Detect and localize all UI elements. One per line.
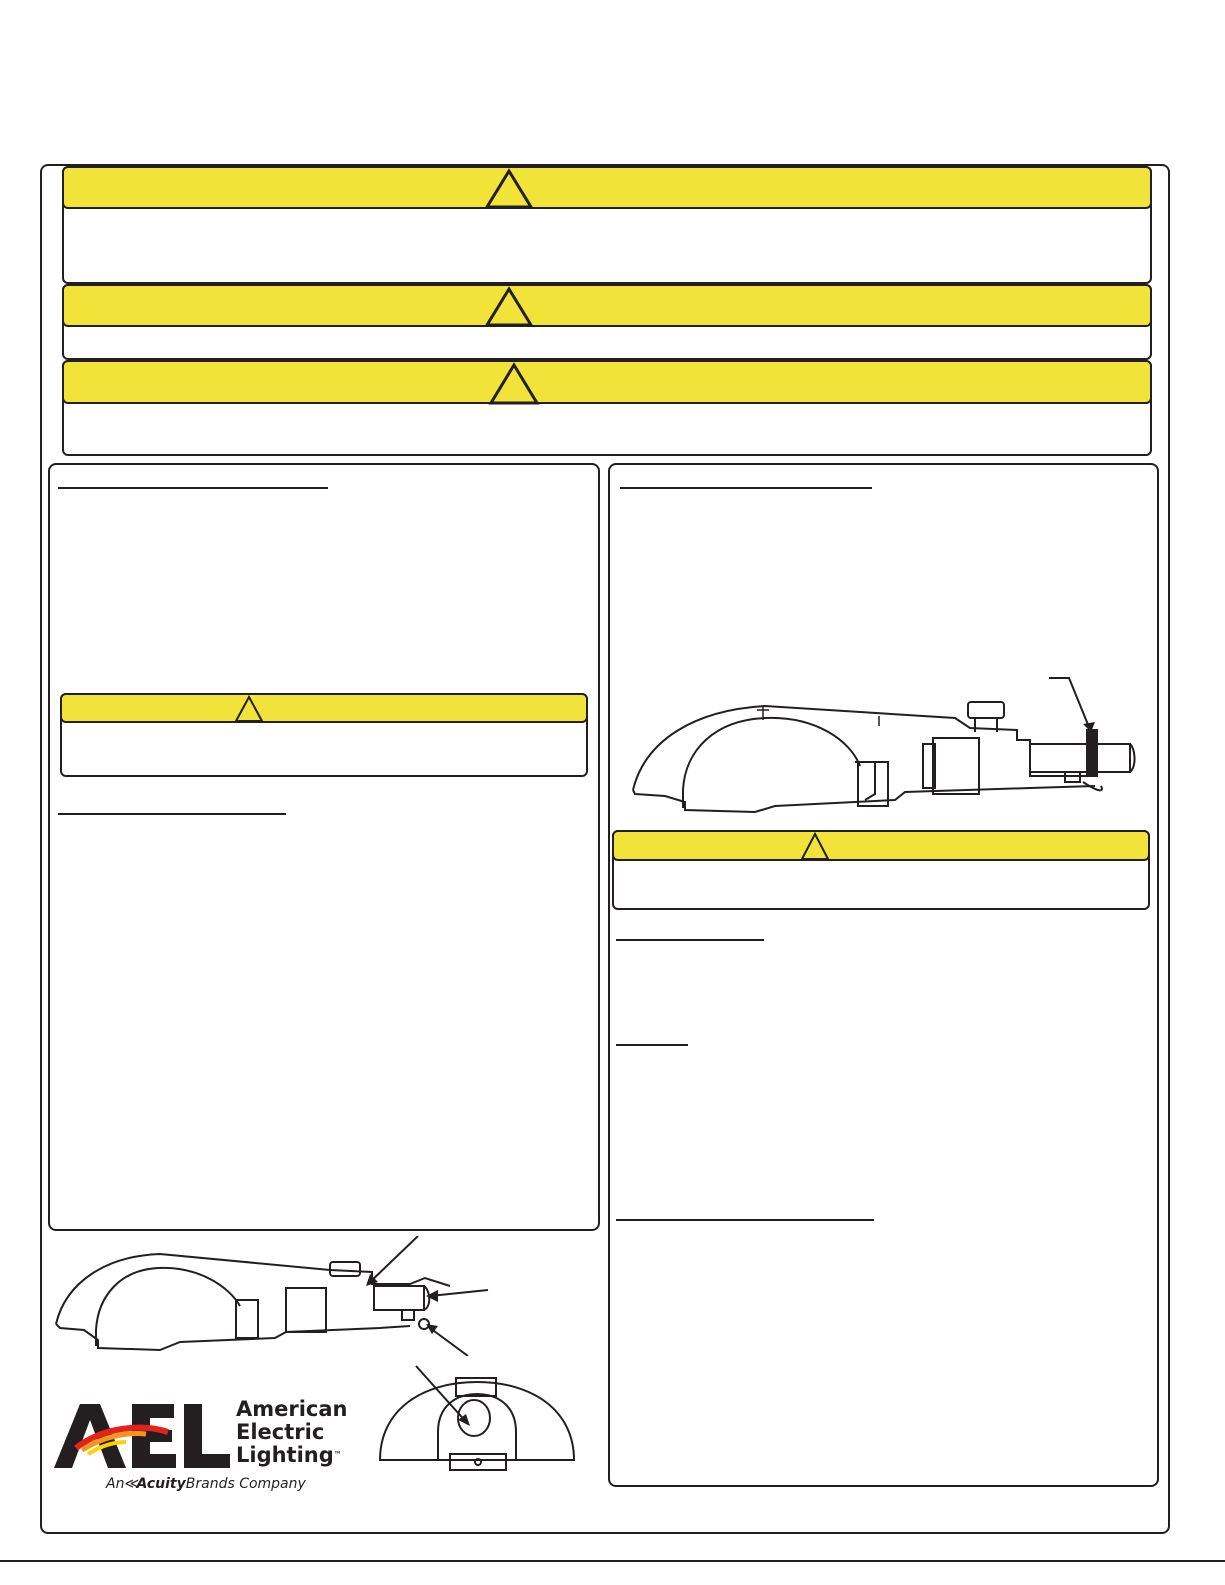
ael-logo-mark (54, 1402, 232, 1470)
ael-logo (54, 1398, 364, 1498)
warning-header-2 (62, 284, 1152, 327)
left-section-heading-2-underline (58, 813, 286, 815)
ael-logo-tagline (106, 1476, 306, 1492)
right-section-heading-4-underline (616, 1219, 874, 1221)
warning-triangle-icon (484, 286, 534, 328)
luminaire-side-view-diagram-left (50, 1236, 500, 1356)
warning-triangle-icon (488, 362, 540, 406)
left-warning-header (60, 693, 588, 723)
luminaire-end-view-diagram (372, 1360, 582, 1480)
ael-logo-line1: American (236, 1397, 348, 1421)
warning-triangle-icon (234, 695, 264, 723)
page-bottom-rule (0, 1560, 1225, 1562)
left-panel (48, 463, 600, 1231)
warning-header-1 (62, 166, 1152, 209)
tagline-prefix: An (106, 1476, 125, 1492)
tagline-suffix: Brands Company (185, 1476, 306, 1492)
ael-logo-line2: Electric (236, 1420, 325, 1444)
luminaire-side-view-diagram-right (625, 670, 1145, 830)
right-section-heading-3-underline (616, 1044, 688, 1046)
warning-header-3 (62, 360, 1152, 404)
right-warning-header (612, 830, 1150, 861)
ael-logo-line3 (236, 1444, 342, 1466)
tagline-swoosh-icon: ≪ (124, 1476, 140, 1492)
warning-triangle-icon (800, 832, 830, 861)
right-section-heading-1-underline (620, 487, 872, 489)
left-section-heading-1-underline (58, 487, 328, 489)
warning-triangle-icon (484, 168, 534, 210)
tagline-brand: Acuity (136, 1476, 186, 1492)
ael-logo-line3-text: Lighting (236, 1443, 334, 1467)
right-panel (608, 463, 1159, 1487)
ael-logo-trademark: ™ (333, 1450, 342, 1459)
right-section-heading-2-underline (616, 939, 764, 941)
